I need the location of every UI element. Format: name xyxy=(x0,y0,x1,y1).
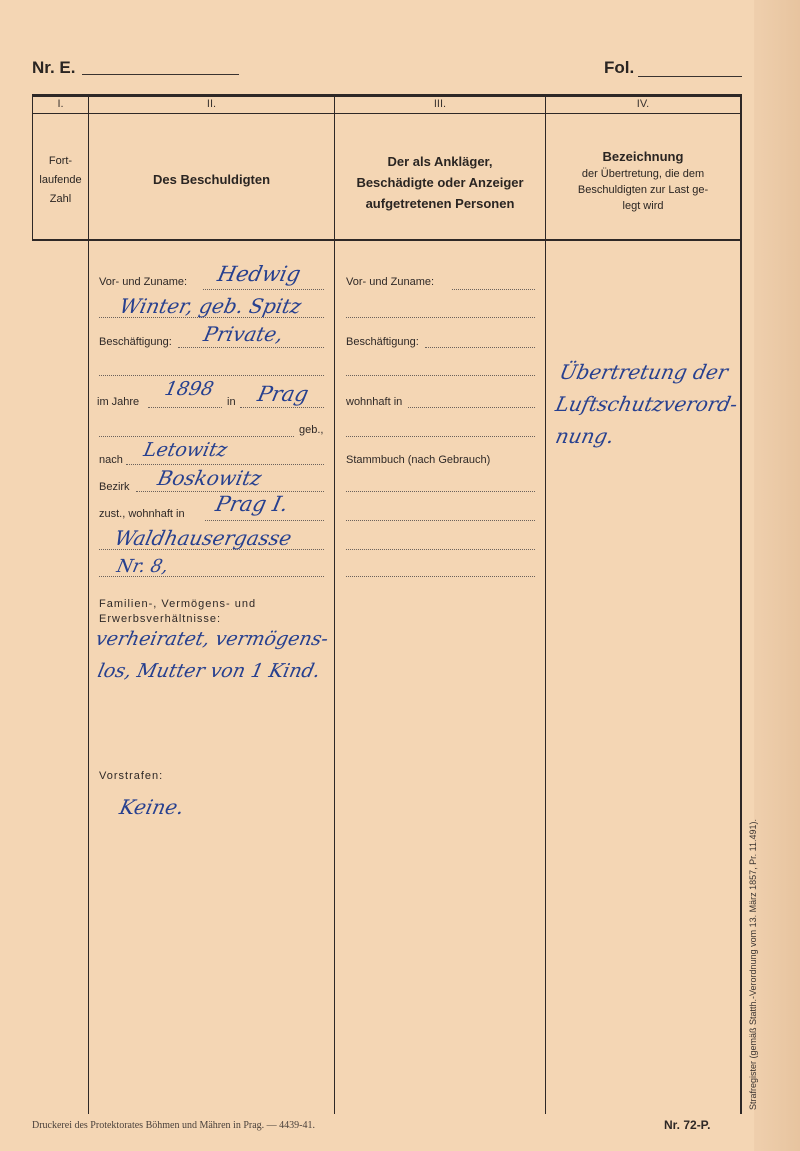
accused-occupation-line xyxy=(178,347,324,348)
accused-name-value: Hedwig xyxy=(215,262,303,286)
birth-place-line xyxy=(240,407,324,408)
column-4-heading-title: Bezeichnung xyxy=(602,149,684,164)
register-line xyxy=(346,576,535,577)
side-note: Strafregister (gemäß Statth.-Verordnung vom 13. März 1857, Pr. 11.491). xyxy=(748,819,758,1110)
nr-e-label: Nr. E. xyxy=(32,58,76,77)
birth-year-label: im Jahre xyxy=(97,396,140,408)
column-3-heading-line: Der als Ankläger, xyxy=(387,154,493,169)
column-1-heading-line: laufende xyxy=(39,174,82,186)
column-2-heading: Des Beschuldigten xyxy=(152,172,271,187)
register-line xyxy=(346,520,535,521)
birth-place-label: in xyxy=(227,396,236,408)
nach-line xyxy=(126,464,324,465)
nach-value: Letowitz xyxy=(141,439,230,461)
right-border xyxy=(740,94,742,1114)
column-1-number: I. xyxy=(57,98,64,110)
complainant-name-label: Vor- und Zuname: xyxy=(346,276,435,288)
family-label-2: Erwerbsverhältnisse: xyxy=(99,613,222,625)
column-divider-2 xyxy=(334,94,335,1114)
column-3-heading-line: aufgetretenen Personen xyxy=(365,196,515,211)
column-1-heading-line: Fort- xyxy=(48,155,73,167)
column-1-heading xyxy=(33,152,88,209)
column-3-heading-line: Beschädigte oder Anzeiger xyxy=(356,175,524,190)
table-top-rule xyxy=(32,94,742,97)
complainant-residence-line-2 xyxy=(346,436,535,437)
born-label: geb., xyxy=(299,424,324,436)
street-value: Waldhausergasse xyxy=(112,526,294,550)
complainant-name-line-2 xyxy=(346,317,535,318)
offense-line-1: Übertretung der xyxy=(557,360,731,384)
accused-occupation-value: Private, xyxy=(201,322,286,346)
complainant-residence-line xyxy=(408,407,535,408)
birth-year-line xyxy=(148,407,222,408)
birth-place-value: Prag xyxy=(255,382,311,406)
accused-surname-value: Winter, geb. Spitz xyxy=(117,294,304,318)
paper-edge xyxy=(754,0,800,1151)
offense-line-2: Luftschutzverord- xyxy=(553,392,740,416)
roman-row-rule xyxy=(32,113,742,114)
accused-name-label: Vor- und Zuname: xyxy=(99,276,188,288)
family-value-2: los, Mutter von 1 Kind. xyxy=(95,660,323,682)
column-3-heading xyxy=(335,151,545,214)
column-4-heading-line: Beschuldigten zur Last ge- xyxy=(577,184,709,196)
born-line xyxy=(99,436,294,437)
priors-value: Keine. xyxy=(117,795,187,819)
column-divider-1 xyxy=(88,94,89,1114)
column-2-number: II. xyxy=(206,98,217,110)
column-1-heading-line: Zahl xyxy=(49,193,72,205)
complainant-name-line xyxy=(452,289,535,290)
complainant-residence-label: wohnhaft in xyxy=(346,396,403,408)
family-value: verheiratet, vermögens- xyxy=(93,628,331,650)
house-number-value: Nr. 8, xyxy=(114,556,171,577)
nr-e-line xyxy=(82,74,239,75)
complainant-occupation-line-2 xyxy=(346,375,535,376)
priors-label: Vorstrafen: xyxy=(99,770,164,782)
accused-occupation-line-2 xyxy=(99,375,324,376)
column-4-heading-line: der Übertretung, die dem xyxy=(581,168,705,180)
column-4-heading-line: legt wird xyxy=(622,200,664,212)
column-divider-3 xyxy=(545,94,546,1114)
complainant-occupation-line xyxy=(425,347,535,348)
bezirk-value: Boskowitz xyxy=(155,466,264,490)
residence-label: zust., wohnhaft in xyxy=(99,508,185,520)
register-line xyxy=(346,549,535,550)
nach-label: nach xyxy=(99,454,123,466)
fol-label: Fol. xyxy=(604,58,635,77)
fol-line xyxy=(638,76,742,77)
header-bottom-rule xyxy=(32,239,742,241)
residence-line xyxy=(205,520,324,521)
offense-line-3: nung. xyxy=(553,424,617,448)
column-3-number: III. xyxy=(433,98,447,110)
residence-value: Prag I. xyxy=(213,492,291,516)
accused-occupation-label: Beschäftigung: xyxy=(99,336,172,348)
bezirk-label: Bezirk xyxy=(99,481,130,493)
printer-imprint: Druckerei des Protektorates Böhmen und Mähren in Prag. — 4439-41. xyxy=(32,1120,315,1131)
register-label: Stammbuch (nach Gebrauch) xyxy=(346,454,491,466)
birth-year-value: 1898 xyxy=(162,378,216,400)
column-4-number: IV. xyxy=(636,98,650,110)
column-4-heading xyxy=(546,148,740,214)
family-label: Familien-, Vermögens- und xyxy=(99,598,257,610)
complainant-occupation-label: Beschäftigung: xyxy=(346,336,419,348)
register-line xyxy=(346,491,535,492)
form-number: Nr. 72-P. xyxy=(664,1118,711,1132)
accused-name-line xyxy=(203,289,324,290)
